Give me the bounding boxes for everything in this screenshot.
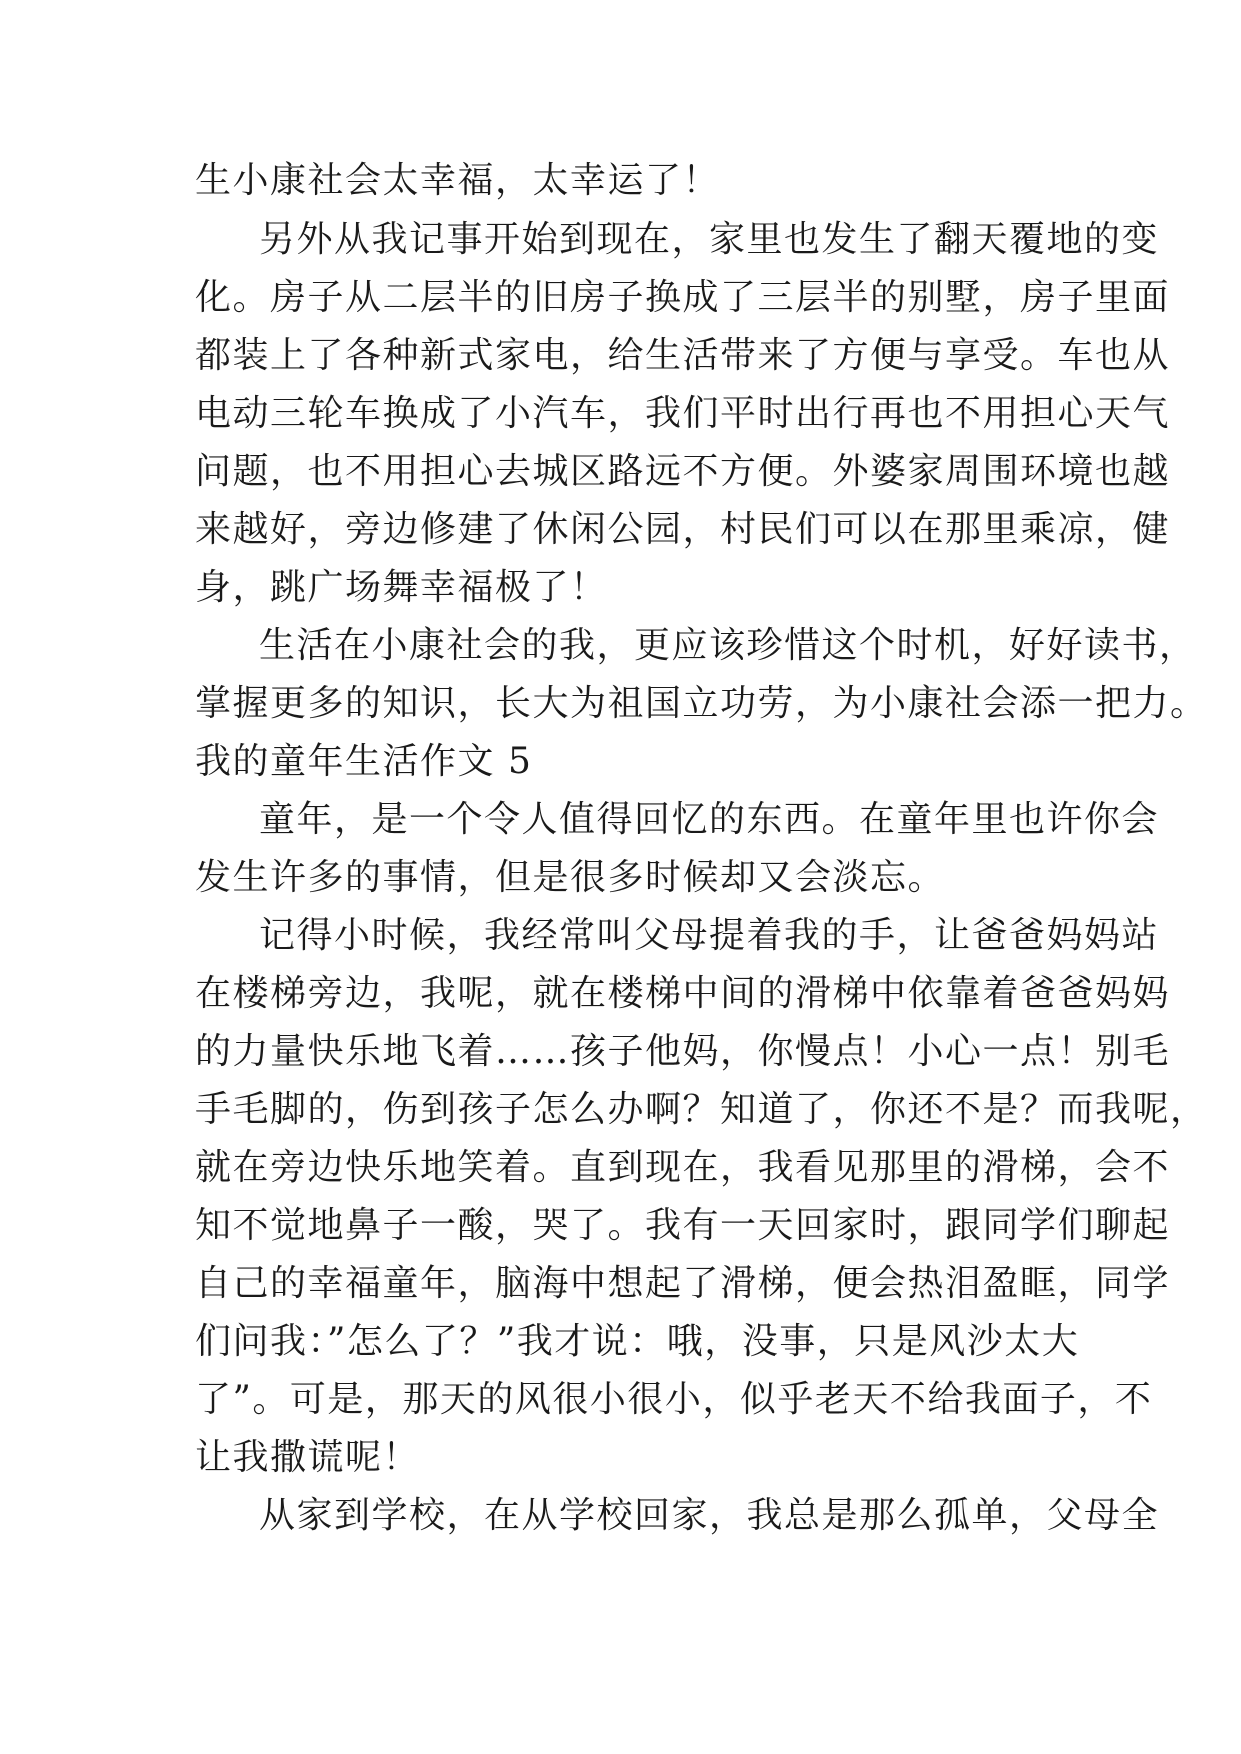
- text-line: 电动三轮车换成了小汽车，我们平时出行再也不用担心天气: [195, 393, 1171, 434]
- text-line: 知不觉地鼻子一酸，哭了。我有一天回家时，跟同学们聊起: [195, 1205, 1171, 1246]
- text-line: 化。房子从二层半的旧房子换成了三层半的别墅，房子里面: [195, 277, 1171, 318]
- paragraph-start-line: 另外从我记事开始到现在，家里也发生了翻天覆地的变: [259, 219, 1160, 260]
- text-line: 们问我：”怎么了？”我才说：哦，没事，只是风沙太大: [195, 1321, 1080, 1362]
- text-line: 身，跳广场舞幸福极了！: [195, 567, 608, 608]
- text-line: 的力量快乐地飞着……孩子他妈，你慢点！小心一点！别毛: [195, 1031, 1171, 1072]
- text-line: 自己的幸福童年，脑海中想起了滑梯，便会热泪盈眶，同学: [195, 1263, 1171, 1304]
- text-line: 就在旁边快乐地笑着。直到现在，我看见那里的滑梯，会不: [195, 1147, 1171, 1188]
- text-line: 问题，也不用担心去城区路远不方便。外婆家周围环境也越: [195, 451, 1171, 492]
- paragraph-start-line: 童年，是一个令人值得回忆的东西。在童年里也许你会: [259, 799, 1160, 840]
- text-line: 生小康社会太幸福，太幸运了！: [195, 160, 721, 201]
- paragraph-start-line: 从家到学校，在从学校回家，我总是那么孤单，父母全: [259, 1495, 1160, 1536]
- paragraph-start-line: 生活在小康社会的我，更应该珍惜这个时机，好好读书，: [259, 625, 1197, 666]
- text-line: 掌握更多的知识，长大为祖国立功劳，为小康社会添一把力。: [195, 683, 1208, 724]
- section-heading: 我的童年生活作文 5: [195, 741, 533, 782]
- text-line: 来越好，旁边修建了休闲公园，村民们可以在那里乘凉，健: [195, 509, 1171, 550]
- text-line: 了”。可是，那天的风很小很小，似乎老天不给我面子，不: [195, 1379, 1153, 1420]
- text-line: 在楼梯旁边，我呢，就在楼梯中间的滑梯中依靠着爸爸妈妈: [195, 973, 1171, 1014]
- text-line: 都装上了各种新式家电，给生活带来了方便与享受。车也从: [195, 335, 1171, 376]
- text-line: 让我撒谎呢！: [195, 1437, 421, 1478]
- paragraph-start-line: 记得小时候，我经常叫父母提着我的手，让爸爸妈妈站: [259, 915, 1160, 956]
- text-line: 手毛脚的，伤到孩子怎么办啊？知道了，你还不是？而我呢，: [195, 1089, 1208, 1130]
- text-line: 发生许多的事情，但是很多时候却又会淡忘。: [195, 857, 946, 898]
